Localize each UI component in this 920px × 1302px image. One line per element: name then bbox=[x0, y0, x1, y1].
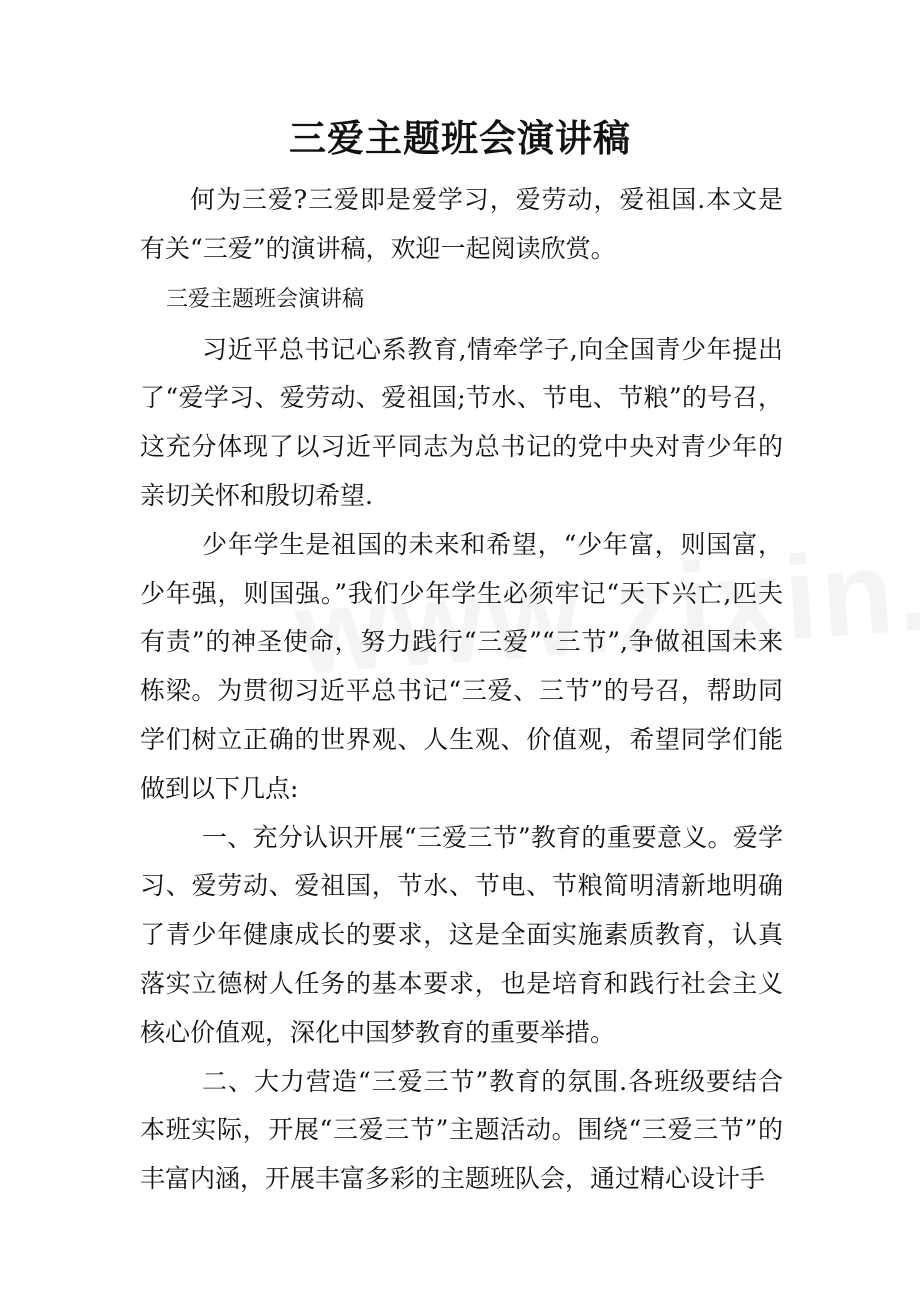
paragraph: 习近平总书记心系教育,情牵学子,向全国青少年提出了“爱学习、爱劳动、爱祖国;节水、节电、节粮”的号召，这充分体现了以习近平同志为总书记的党中央对青少年的亲切关怀和殷切希望. bbox=[140, 334, 783, 510]
paragraph: 二、大力营造“三爱三节”教育的氛围.各班级要结合本班实际，开展“三爱三节”主题活动。围绕“三爱三节”的丰富内涵，开展丰富多彩的主题班队会，通过精心设计手 bbox=[140, 1066, 783, 1194]
document-title: 三爱主题班会演讲稿 bbox=[289, 116, 631, 160]
paragraph: 少年学生是祖国的未来和希望，“少年富，则国富，少年强，则国强。”我们少年学生必须牢记“天下兴亡,匹夫有责”的神圣使命，努力践行“三爱”“三节”,争做祖国未来栋梁。为贯彻习近平总书记“三爱、三节”的号召，帮助同学们树立正确的世界观、人生观、价值观，希望同学们能做到以下几点: bbox=[140, 529, 783, 803]
document-body bbox=[140, 176, 783, 1204]
intro-paragraph: 何为三爱?三爱即是爱学习，爱劳动，爱祖国.本文是有关“三爱”的演讲稿，欢迎一起阅读欣赏。 bbox=[140, 185, 783, 263]
speech-subtitle: 三爱主题班会演讲稿 bbox=[166, 286, 365, 312]
paragraph: 一、充分认识开展“三爱三节”教育的重要意义。爱学习、爱劳动、爱祖国，节水、节电、节粮简明清新地明确了青少年健康成长的要求，这是全面实施素质教育，认真落实立德树人任务的基本要求，也是培育和践行社会主义核心价值观，深化中国梦教育的重要举措。 bbox=[140, 822, 783, 1047]
